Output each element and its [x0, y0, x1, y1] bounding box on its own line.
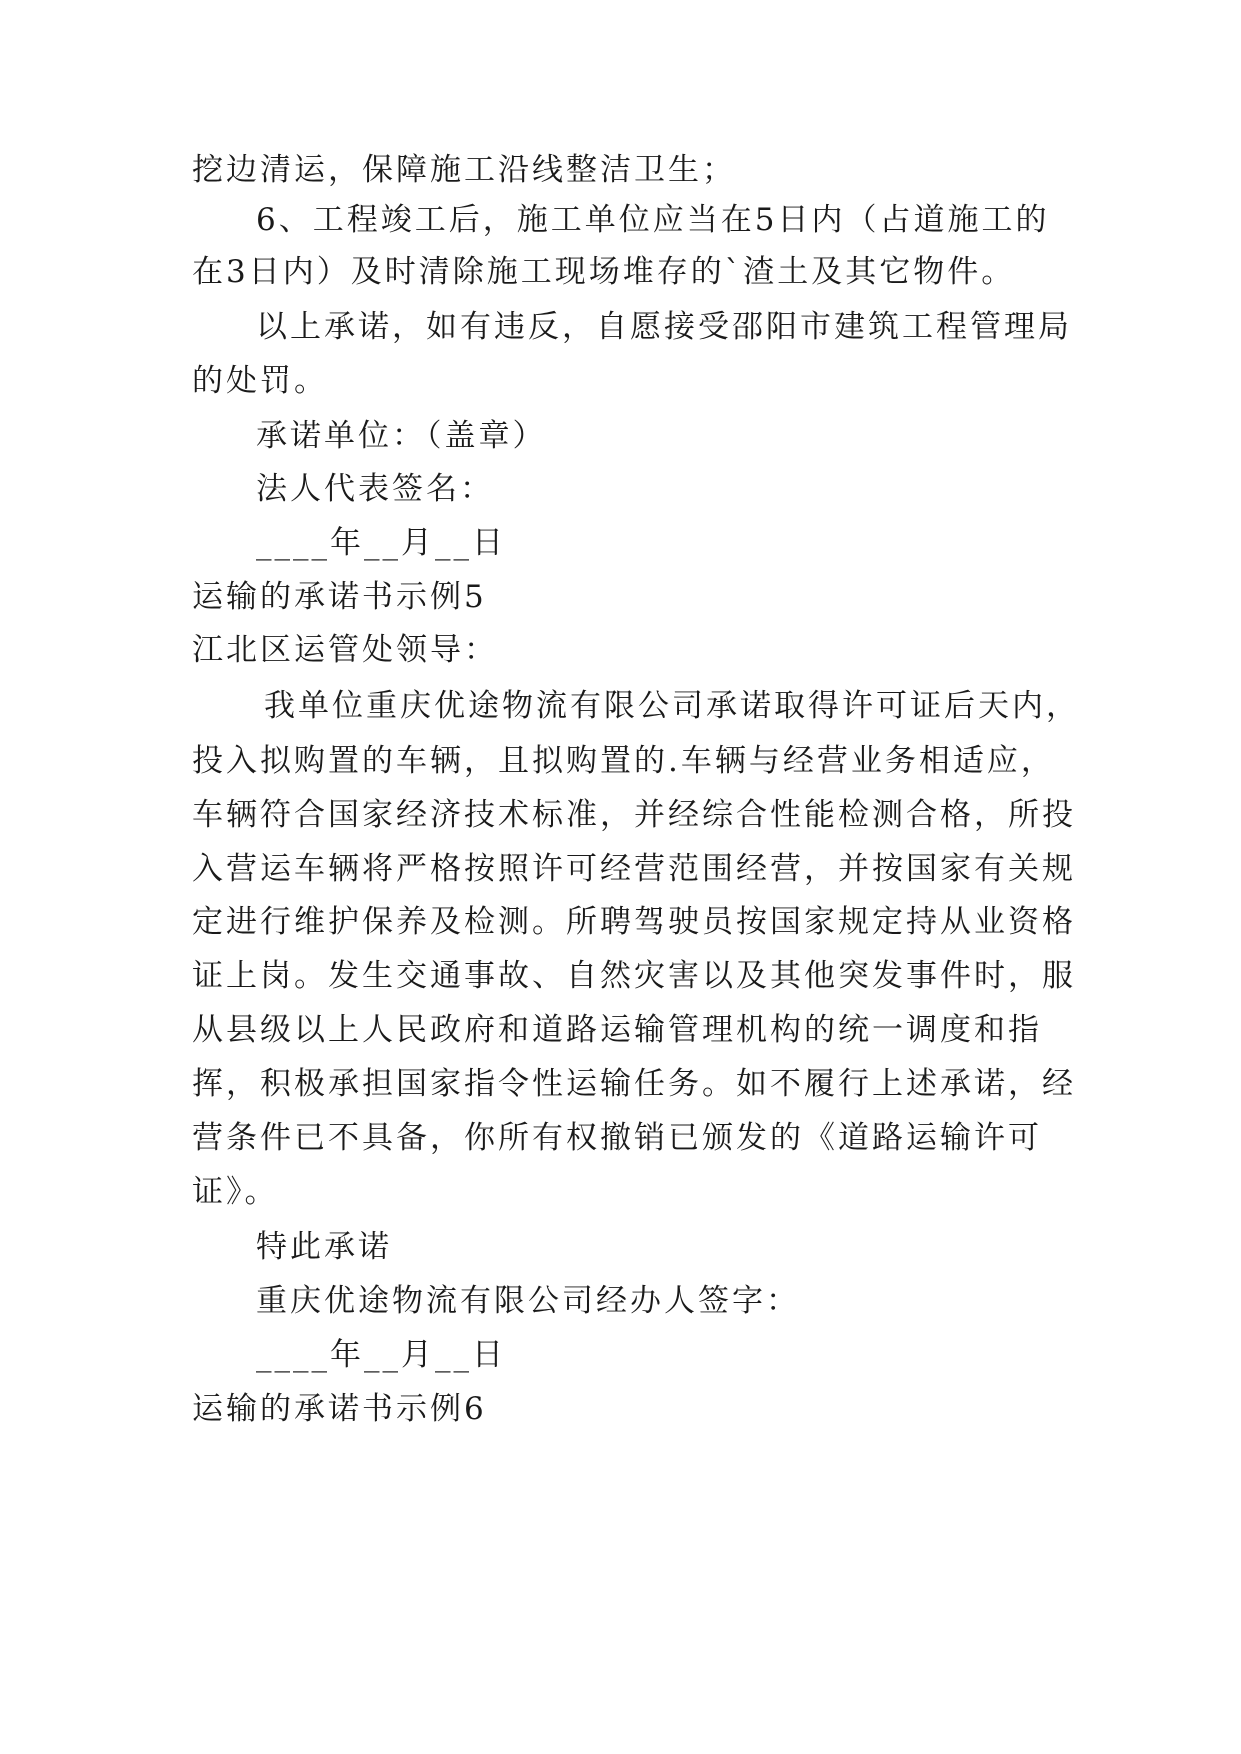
- paragraph-line: 定进行维护保养及检测。所聘驾驶员按国家规定持从业资格: [192, 904, 1076, 940]
- paragraph-line: 的处罚。: [192, 363, 328, 399]
- paragraph-line: 车辆符合国家经济技术标准，并经综合性能检测合格，所投: [192, 797, 1076, 833]
- paragraph-line: 在3日内）及时清除施工现场堆存的`渣土及其它物件。: [192, 254, 1016, 290]
- paragraph-line: 6、工程竣工后，施工单位应当在5日内（占道施工的: [256, 202, 1050, 238]
- paragraph-line: 入营运车辆将严格按照许可经营范围经营，并按国家有关规: [192, 851, 1076, 887]
- paragraph-line: 营条件已不具备，你所有权撤销已颁发的《道路运输许可: [192, 1120, 1042, 1156]
- paragraph-line: 证上岗。发生交通事故、自然灾害以及其他突发事件时，服: [192, 958, 1076, 994]
- paragraph-line: 挖边清运，保障施工沿线整洁卫生；: [192, 152, 736, 188]
- signer-line: 重庆优途物流有限公司经办人签字：: [256, 1283, 800, 1319]
- paragraph-line: 以上承诺，如有违反，自愿接受邵阳市建筑工程管理局: [256, 309, 1072, 345]
- paragraph-line: 证》。: [192, 1174, 279, 1210]
- date-line: ____年__月__日: [256, 525, 506, 561]
- legal-rep-signature-line: 法人代表签名：: [256, 471, 494, 507]
- paragraph-line: 我单位重庆优途物流有限公司承诺取得许可证后天内，: [264, 688, 1080, 724]
- paragraph-line: 挥，积极承担国家指令性运输任务。如不履行上述承诺，经: [192, 1066, 1076, 1102]
- section-heading: 运输的承诺书示例6: [192, 1391, 487, 1427]
- paragraph-line: 从县级以上人民政府和道路运输管理机构的统一调度和指: [192, 1012, 1042, 1048]
- date-line: ____年__月__日: [256, 1337, 506, 1373]
- addressee: 江北区运管处领导：: [192, 632, 498, 668]
- section-heading: 运输的承诺书示例5: [192, 579, 487, 615]
- closing-line: 特此承诺: [256, 1229, 392, 1265]
- seal-line: 承诺单位：（盖章）: [256, 418, 547, 454]
- paragraph-line: 投入拟购置的车辆，且拟购置的.车辆与经营业务相适应，: [192, 743, 1055, 779]
